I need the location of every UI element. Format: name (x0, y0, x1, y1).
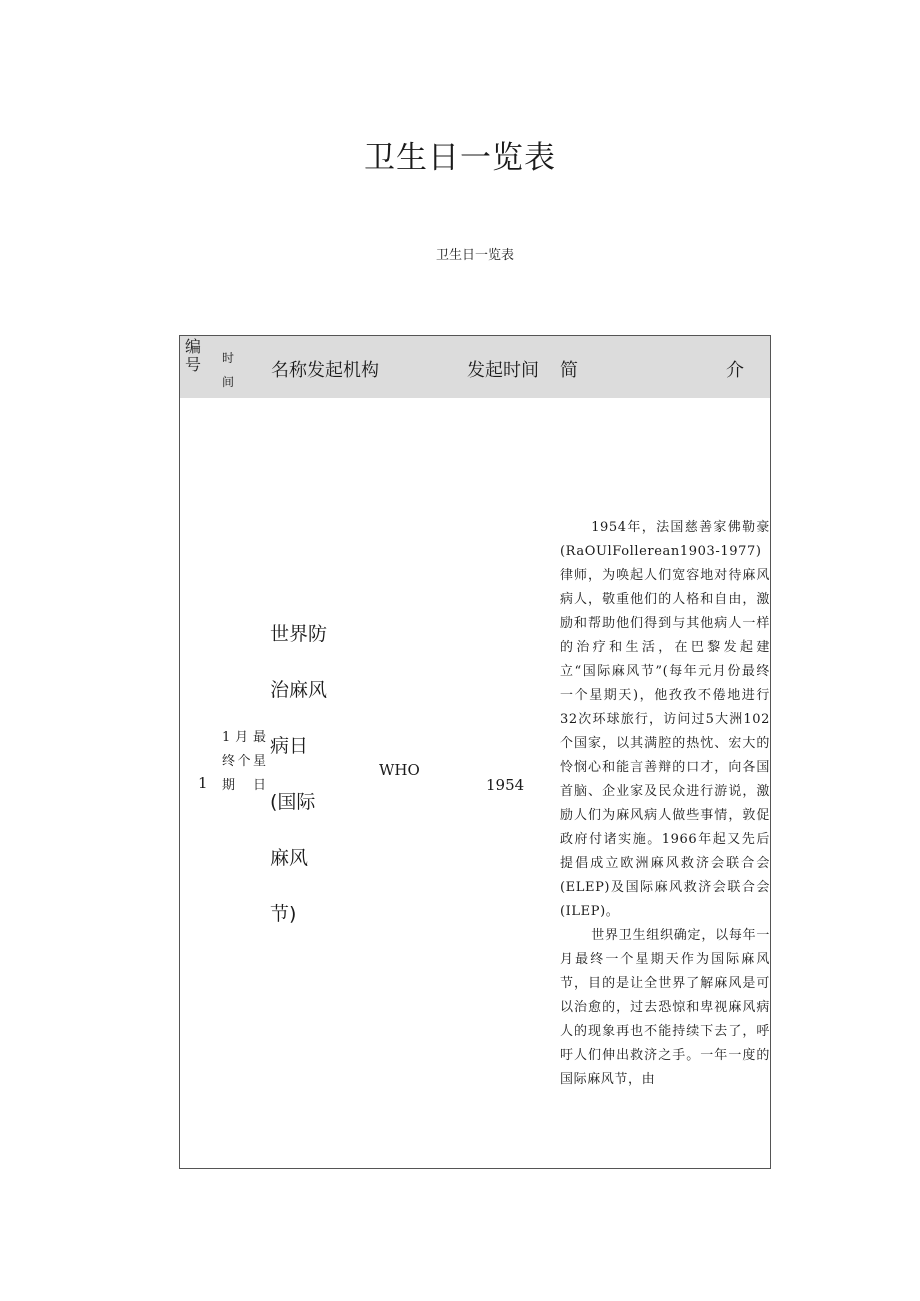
row-start-year: 1954 (486, 776, 525, 794)
row-name-line: 世界防 (270, 623, 328, 645)
row-time: 1月最终个星期日 (222, 730, 266, 793)
row-name-line: 节) (270, 903, 297, 925)
row-name-line: 病日 (270, 735, 309, 757)
row-number: 1 (198, 774, 208, 792)
row-name (270, 606, 340, 942)
row-brief (560, 516, 770, 1092)
header-name-org: 名称发起机构 (271, 360, 379, 381)
header-time: 时间 (222, 351, 235, 389)
row-name-line: 麻风 (270, 847, 309, 869)
page-title: 卫生日一览表 (364, 140, 556, 176)
header-brief-first: 简 (560, 360, 578, 381)
header-brief-second: 介 (726, 360, 744, 381)
page-subtitle: 卫生日一览表 (435, 248, 514, 263)
header-start-time: 发起时间 (467, 360, 539, 381)
table-header-row (180, 336, 770, 398)
row-name-line: 治麻风 (270, 679, 328, 701)
header-number: 编号 (185, 337, 202, 374)
health-days-table (179, 335, 771, 1169)
row-organization: WHO (379, 761, 420, 779)
brief-paragraph: 世界卫生组织确定，以每年一月最终一个星期天作为国际麻风节，目的是让全世界了解麻风是可以治愈的，过去恐惊和卑视麻风病人的现象再也不能持续下去了，呼吁人们伸出救济之手。一年一度的国际麻风节，由 (560, 928, 770, 1087)
brief-paragraph: 1954年，法国慈善家佛勒豪(RaOUlFollerean1903-1977)律师，为唤起人们宽容地对待麻风病人，敬重他们的人格和自由，激励和帮助他们得到与其他病人一样的治疗和生活，在巴黎发起建立“国际麻风节”(每年元月份最终一个星期天)，他孜孜不倦地进行32次环球旅行，访问过5大洲102个国家，以其满腔的热忱、宏大的怜悯心和能言善辩的口才，向各国首脑、企业家及民众进行游说，激励人们为麻风病人做些事情，敦促政府付诸实施。1966年起又先后提倡成立欧洲麻风救济会联合会(ELEP)及国际麻风救济会联合会(ILEP)。 (560, 520, 770, 919)
row-name-line: (国际 (270, 791, 316, 813)
